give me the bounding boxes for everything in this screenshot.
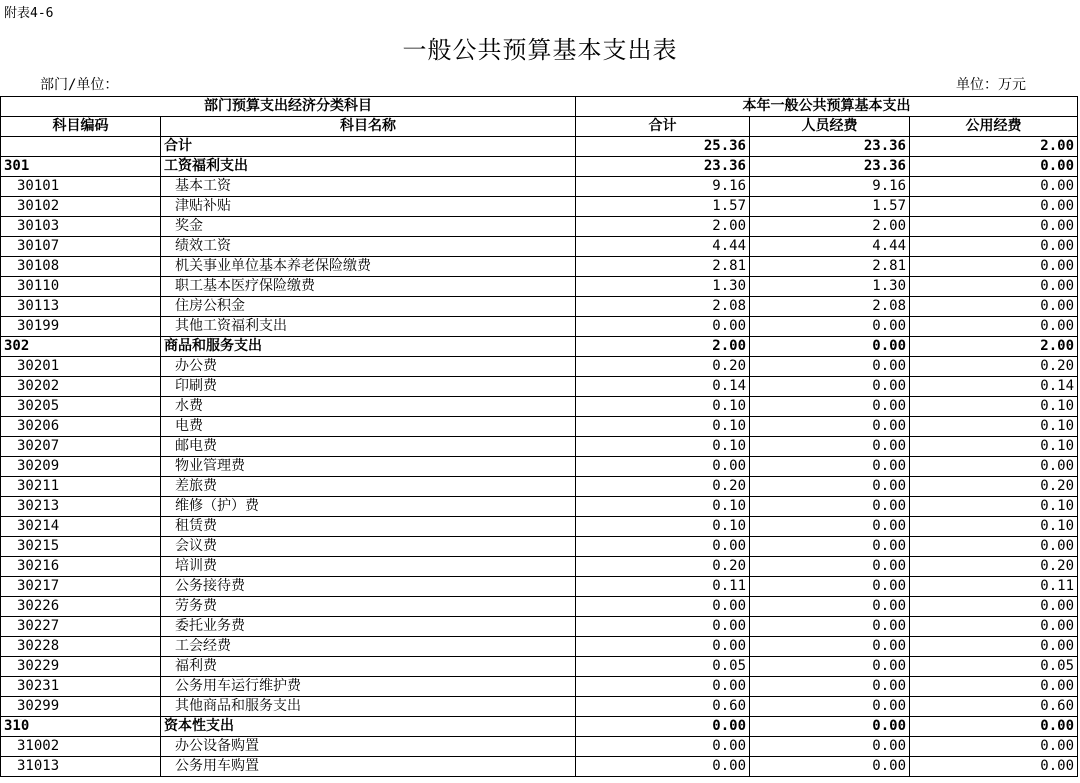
row-public: 0.00 <box>910 317 1078 337</box>
row-public: 0.00 <box>910 297 1078 317</box>
row-total: 1.30 <box>576 277 750 297</box>
row-code: 30107 <box>1 237 161 257</box>
row-name: 基本工资 <box>161 177 576 197</box>
row-total: 1.57 <box>576 197 750 217</box>
row-name: 工会经费 <box>161 637 576 657</box>
row-total: 0.20 <box>576 357 750 377</box>
department-label: 部门/单位： <box>40 77 119 93</box>
row-name: 机关事业单位基本养老保险缴费 <box>161 257 576 277</box>
row-total: 0.14 <box>576 377 750 397</box>
table-row <box>1 577 1078 597</box>
row-personnel: 23.36 <box>750 157 910 177</box>
row-personnel: 0.00 <box>750 557 910 577</box>
row-total: 0.00 <box>576 317 750 337</box>
row-name: 差旅费 <box>161 477 576 497</box>
table-row <box>1 337 1078 357</box>
row-public: 0.00 <box>910 717 1078 737</box>
row-public: 2.00 <box>910 337 1078 357</box>
row-name: 邮电费 <box>161 437 576 457</box>
table-row <box>1 537 1078 557</box>
table-row <box>1 257 1078 277</box>
row-code <box>1 137 161 157</box>
row-public: 0.00 <box>910 617 1078 637</box>
row-public: 0.00 <box>910 237 1078 257</box>
row-personnel: 0.00 <box>750 737 910 757</box>
row-personnel: 0.00 <box>750 517 910 537</box>
row-total: 0.60 <box>576 697 750 717</box>
row-personnel: 0.00 <box>750 337 910 357</box>
row-total: 0.00 <box>576 717 750 737</box>
row-name: 印刷费 <box>161 377 576 397</box>
table-row <box>1 357 1078 377</box>
row-public: 0.00 <box>910 637 1078 657</box>
header-group-right: 本年一般公共预算基本支出 <box>576 97 1078 117</box>
row-code: 30103 <box>1 217 161 237</box>
row-personnel: 2.08 <box>750 297 910 317</box>
attachment-label: 附表4-6 <box>4 6 54 21</box>
row-code: 30209 <box>1 457 161 477</box>
row-total: 0.00 <box>576 677 750 697</box>
row-personnel: 0.00 <box>750 617 910 637</box>
row-name: 公务用车购置 <box>161 757 576 777</box>
row-public: 0.11 <box>910 577 1078 597</box>
row-code: 30201 <box>1 357 161 377</box>
row-public: 0.10 <box>910 397 1078 417</box>
row-total: 0.10 <box>576 417 750 437</box>
row-name: 工资福利支出 <box>161 157 576 177</box>
row-name: 物业管理费 <box>161 457 576 477</box>
row-name: 奖金 <box>161 217 576 237</box>
row-public: 0.10 <box>910 497 1078 517</box>
row-personnel: 0.00 <box>750 377 910 397</box>
header-public: 公用经费 <box>910 117 1078 137</box>
row-code: 30231 <box>1 677 161 697</box>
row-total: 0.20 <box>576 557 750 577</box>
row-personnel: 0.00 <box>750 397 910 417</box>
row-public: 0.10 <box>910 417 1078 437</box>
header-code: 科目编码 <box>1 117 161 137</box>
row-total: 0.10 <box>576 397 750 417</box>
row-personnel: 0.00 <box>750 537 910 557</box>
row-personnel: 1.30 <box>750 277 910 297</box>
table-row <box>1 637 1078 657</box>
row-personnel: 0.00 <box>750 417 910 437</box>
row-public: 0.20 <box>910 357 1078 377</box>
row-name: 公务用车运行维护费 <box>161 677 576 697</box>
row-public: 0.00 <box>910 217 1078 237</box>
row-name: 住房公积金 <box>161 297 576 317</box>
row-public: 0.14 <box>910 377 1078 397</box>
row-public: 0.05 <box>910 657 1078 677</box>
row-total: 2.81 <box>576 257 750 277</box>
row-code: 30229 <box>1 657 161 677</box>
unit-label: 单位：万元 <box>956 77 1026 93</box>
row-personnel: 0.00 <box>750 577 910 597</box>
table-row <box>1 437 1078 457</box>
row-personnel: 2.81 <box>750 257 910 277</box>
row-public: 0.00 <box>910 157 1078 177</box>
table-row <box>1 517 1078 537</box>
table-row <box>1 277 1078 297</box>
row-code: 30202 <box>1 377 161 397</box>
row-code: 30214 <box>1 517 161 537</box>
row-code: 30226 <box>1 597 161 617</box>
table-row <box>1 137 1078 157</box>
row-public: 0.10 <box>910 517 1078 537</box>
row-total: 2.00 <box>576 217 750 237</box>
row-code: 30207 <box>1 437 161 457</box>
table-row <box>1 677 1078 697</box>
row-name: 公务接待费 <box>161 577 576 597</box>
row-code: 310 <box>1 717 161 737</box>
row-public: 0.00 <box>910 197 1078 217</box>
row-total: 0.20 <box>576 477 750 497</box>
row-total: 0.00 <box>576 637 750 657</box>
table-row <box>1 397 1078 417</box>
row-public: 0.00 <box>910 257 1078 277</box>
row-personnel: 0.00 <box>750 437 910 457</box>
row-total: 2.08 <box>576 297 750 317</box>
row-personnel: 0.00 <box>750 597 910 617</box>
row-total: 2.00 <box>576 337 750 357</box>
table-body <box>1 137 1078 777</box>
row-code: 30199 <box>1 317 161 337</box>
table-row <box>1 737 1078 757</box>
table-row <box>1 617 1078 637</box>
row-code: 31002 <box>1 737 161 757</box>
row-personnel: 9.16 <box>750 177 910 197</box>
row-total: 0.00 <box>576 617 750 637</box>
table-row <box>1 497 1078 517</box>
row-code: 30228 <box>1 637 161 657</box>
table-row <box>1 717 1078 737</box>
row-name: 会议费 <box>161 537 576 557</box>
row-name: 商品和服务支出 <box>161 337 576 357</box>
row-total: 0.00 <box>576 757 750 777</box>
row-personnel: 2.00 <box>750 217 910 237</box>
row-name: 合计 <box>161 137 576 157</box>
row-name: 其他工资福利支出 <box>161 317 576 337</box>
row-personnel: 0.00 <box>750 477 910 497</box>
row-total: 0.11 <box>576 577 750 597</box>
row-code: 301 <box>1 157 161 177</box>
row-public: 0.00 <box>910 457 1078 477</box>
row-name: 租赁费 <box>161 517 576 537</box>
table-row <box>1 217 1078 237</box>
header-column-row <box>1 117 1078 137</box>
row-name: 办公设备购置 <box>161 737 576 757</box>
header-group-row <box>1 97 1078 117</box>
row-personnel: 0.00 <box>750 757 910 777</box>
row-name: 福利费 <box>161 657 576 677</box>
row-name: 职工基本医疗保险缴费 <box>161 277 576 297</box>
row-code: 302 <box>1 337 161 357</box>
row-personnel: 0.00 <box>750 357 910 377</box>
table-row <box>1 197 1078 217</box>
table-row <box>1 457 1078 477</box>
row-personnel: 23.36 <box>750 137 910 157</box>
row-personnel: 0.00 <box>750 637 910 657</box>
row-name: 培训费 <box>161 557 576 577</box>
row-public: 0.00 <box>910 677 1078 697</box>
table-row <box>1 237 1078 257</box>
row-code: 30113 <box>1 297 161 317</box>
row-code: 30216 <box>1 557 161 577</box>
row-total: 0.00 <box>576 537 750 557</box>
row-personnel: 0.00 <box>750 457 910 477</box>
header-group-left: 部门预算支出经济分类科目 <box>1 97 576 117</box>
row-total: 0.05 <box>576 657 750 677</box>
row-personnel: 0.00 <box>750 317 910 337</box>
row-public: 0.20 <box>910 477 1078 497</box>
table-row <box>1 377 1078 397</box>
row-name: 办公费 <box>161 357 576 377</box>
row-code: 30101 <box>1 177 161 197</box>
row-public: 0.00 <box>910 597 1078 617</box>
table-row <box>1 477 1078 497</box>
row-name: 其他商品和服务支出 <box>161 697 576 717</box>
row-code: 30299 <box>1 697 161 717</box>
row-name: 委托业务费 <box>161 617 576 637</box>
table-row <box>1 417 1078 437</box>
row-total: 0.00 <box>576 597 750 617</box>
header-total: 合计 <box>576 117 750 137</box>
table-row <box>1 157 1078 177</box>
row-public: 0.60 <box>910 697 1078 717</box>
row-total: 0.00 <box>576 737 750 757</box>
row-public: 0.20 <box>910 557 1078 577</box>
header-name: 科目名称 <box>161 117 576 137</box>
row-total: 0.10 <box>576 497 750 517</box>
table-row <box>1 597 1078 617</box>
page-title: 一般公共预算基本支出表 <box>402 36 678 64</box>
row-name: 水费 <box>161 397 576 417</box>
table-row <box>1 177 1078 197</box>
header-personnel: 人员经费 <box>750 117 910 137</box>
row-total: 23.36 <box>576 157 750 177</box>
row-code: 30110 <box>1 277 161 297</box>
row-total: 4.44 <box>576 237 750 257</box>
row-total: 25.36 <box>576 137 750 157</box>
row-personnel: 0.00 <box>750 657 910 677</box>
row-total: 0.10 <box>576 517 750 537</box>
row-public: 0.00 <box>910 277 1078 297</box>
table-row <box>1 657 1078 677</box>
row-code: 31013 <box>1 757 161 777</box>
row-total: 9.16 <box>576 177 750 197</box>
row-personnel: 1.57 <box>750 197 910 217</box>
expenditure-table <box>0 96 1078 777</box>
row-code: 30215 <box>1 537 161 557</box>
row-code: 30108 <box>1 257 161 277</box>
row-public: 0.00 <box>910 757 1078 777</box>
row-code: 30217 <box>1 577 161 597</box>
table-row <box>1 557 1078 577</box>
row-public: 0.00 <box>910 537 1078 557</box>
row-public: 0.00 <box>910 177 1078 197</box>
row-name: 维修（护）费 <box>161 497 576 517</box>
row-personnel: 4.44 <box>750 237 910 257</box>
table-row <box>1 757 1078 777</box>
row-personnel: 0.00 <box>750 717 910 737</box>
row-total: 0.00 <box>576 457 750 477</box>
row-name: 资本性支出 <box>161 717 576 737</box>
row-code: 30205 <box>1 397 161 417</box>
row-name: 津贴补贴 <box>161 197 576 217</box>
row-code: 30206 <box>1 417 161 437</box>
row-name: 劳务费 <box>161 597 576 617</box>
row-personnel: 0.00 <box>750 677 910 697</box>
table-row <box>1 317 1078 337</box>
row-public: 2.00 <box>910 137 1078 157</box>
row-code: 30213 <box>1 497 161 517</box>
row-personnel: 0.00 <box>750 497 910 517</box>
row-total: 0.10 <box>576 437 750 457</box>
table-row <box>1 297 1078 317</box>
row-name: 绩效工资 <box>161 237 576 257</box>
row-code: 30211 <box>1 477 161 497</box>
row-personnel: 0.00 <box>750 697 910 717</box>
row-code: 30102 <box>1 197 161 217</box>
table-row <box>1 697 1078 717</box>
row-public: 0.10 <box>910 437 1078 457</box>
row-public: 0.00 <box>910 737 1078 757</box>
row-code: 30227 <box>1 617 161 637</box>
row-name: 电费 <box>161 417 576 437</box>
